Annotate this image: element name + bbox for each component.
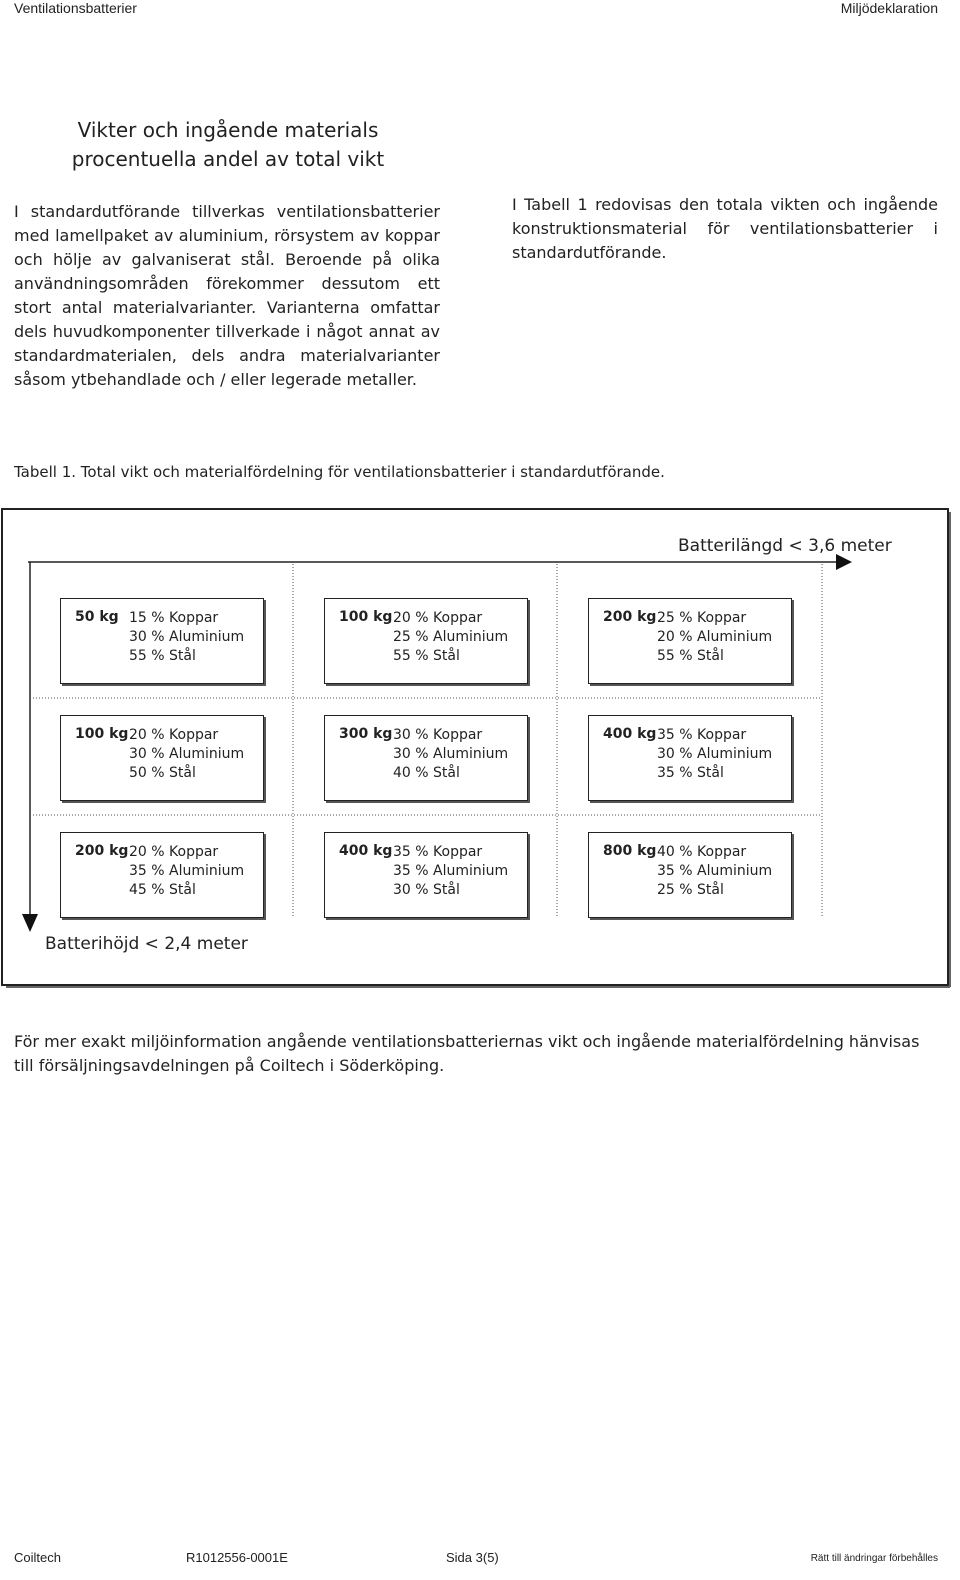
battery-height-label: Batterihöjd < 2,4 meter <box>45 934 248 954</box>
cell-weight: 100 kg <box>339 609 393 625</box>
footer-page-number: Sida 3(5) <box>446 1550 499 1565</box>
weight-cell-r3-c1 <box>60 832 264 918</box>
weight-cell-r2-c3 <box>588 715 792 801</box>
material-copper: 30 % Koppar <box>393 727 483 743</box>
intro-right-paragraph: I Tabell 1 redovisas den totala vikten och ingående konstruktionsmaterial för ventilationsbatterier i standardutförande. <box>512 195 938 262</box>
cell-weight: 200 kg <box>75 843 129 859</box>
page-title <box>0 116 456 174</box>
footer-rights: Rätt till ändringar förbehålles <box>810 1553 938 1564</box>
weight-cell-r1-c1 <box>60 598 264 684</box>
cell-materials <box>393 609 508 666</box>
material-steel: 45 % Stål <box>129 882 196 898</box>
material-steel: 30 % Stål <box>393 882 460 898</box>
cell-weight: 100 kg <box>75 726 129 742</box>
material-aluminium: 35 % Aluminium <box>393 863 509 879</box>
material-copper: 35 % Koppar <box>657 727 747 743</box>
material-aluminium: 25 % Aluminium <box>393 629 509 645</box>
cell-materials <box>129 843 244 900</box>
material-steel: 25 % Stål <box>657 882 724 898</box>
material-copper: 20 % Koppar <box>129 727 219 743</box>
cell-materials <box>393 843 508 900</box>
weight-cell-r3-c2 <box>324 832 528 918</box>
cell-materials <box>393 726 508 783</box>
material-copper: 20 % Koppar <box>393 610 483 626</box>
material-steel: 35 % Stål <box>657 765 724 781</box>
material-copper: 25 % Koppar <box>657 610 747 626</box>
page-title-line-1: Vikter och ingående materials <box>77 118 379 142</box>
cell-materials <box>657 843 772 900</box>
material-aluminium: 35 % Aluminium <box>129 863 245 879</box>
material-steel: 55 % Stål <box>129 648 196 664</box>
cell-weight: 50 kg <box>75 609 119 625</box>
weight-cell-r3-c3 <box>588 832 792 918</box>
material-aluminium: 30 % Aluminium <box>129 746 245 762</box>
cell-weight: 200 kg <box>603 609 657 625</box>
material-aluminium: 30 % Aluminium <box>129 629 245 645</box>
header-right: Miljödeklaration <box>840 0 938 16</box>
material-copper: 20 % Koppar <box>129 844 219 860</box>
weight-cell-r2-c2 <box>324 715 528 801</box>
cell-weight: 400 kg <box>603 726 657 742</box>
material-steel: 50 % Stål <box>129 765 196 781</box>
cell-materials <box>657 726 772 783</box>
closing-paragraph: För mer exakt miljöinformation angående ventilationsbatteriernas vikt och ingående materialfördelning hänvisas till försäljningsavdelningen på Coiltech i Söderköping. <box>14 1032 920 1075</box>
material-aluminium: 30 % Aluminium <box>657 746 773 762</box>
material-copper: 35 % Koppar <box>393 844 483 860</box>
material-aluminium: 35 % Aluminium <box>657 863 773 879</box>
intro-left-paragraph: I standardutförande tillverkas ventilationsbatterier med lamellpaket av aluminium, rörsystem av koppar och hölje av galvaniserat stål. Beroende på olika användningsområden förekommer dessutom ett stort antal materialvarianter. Varianterna omfattar dels huvudkomponenter tillverkade i något annat av standardmaterialen, dels andra materialvarianter såsom ytbehandlade och / eller legerade metaller. <box>14 202 440 389</box>
cell-materials <box>129 609 244 666</box>
length-axis-arrowhead <box>836 554 852 570</box>
cell-weight: 400 kg <box>339 843 393 859</box>
height-axis-arrowhead <box>22 914 38 932</box>
footer-company: Coiltech <box>14 1550 61 1565</box>
footer-document-number: R1012556-0001E <box>186 1550 288 1565</box>
material-copper: 40 % Koppar <box>657 844 747 860</box>
cell-weight: 800 kg <box>603 843 657 859</box>
cell-materials <box>657 609 772 666</box>
material-steel: 40 % Stål <box>393 765 460 781</box>
material-steel: 55 % Stål <box>657 648 724 664</box>
weight-cell-r1-c3 <box>588 598 792 684</box>
weight-cell-r1-c2 <box>324 598 528 684</box>
material-steel: 55 % Stål <box>393 648 460 664</box>
header-left: Ventilationsbatterier <box>14 0 137 16</box>
cell-weight: 300 kg <box>339 726 393 742</box>
material-aluminium: 20 % Aluminium <box>657 629 773 645</box>
battery-length-label: Batterilängd < 3,6 meter <box>678 536 892 556</box>
page-title-line-2: procentuella andel av total vikt <box>71 147 385 171</box>
weight-cell-r2-c1 <box>60 715 264 801</box>
cell-materials <box>129 726 244 783</box>
material-aluminium: 30 % Aluminium <box>393 746 509 762</box>
table-caption: Tabell 1. Total vikt och materialfördelning för ventilationsbatterier i standardutförande. <box>14 463 665 481</box>
material-copper: 15 % Koppar <box>129 610 219 626</box>
